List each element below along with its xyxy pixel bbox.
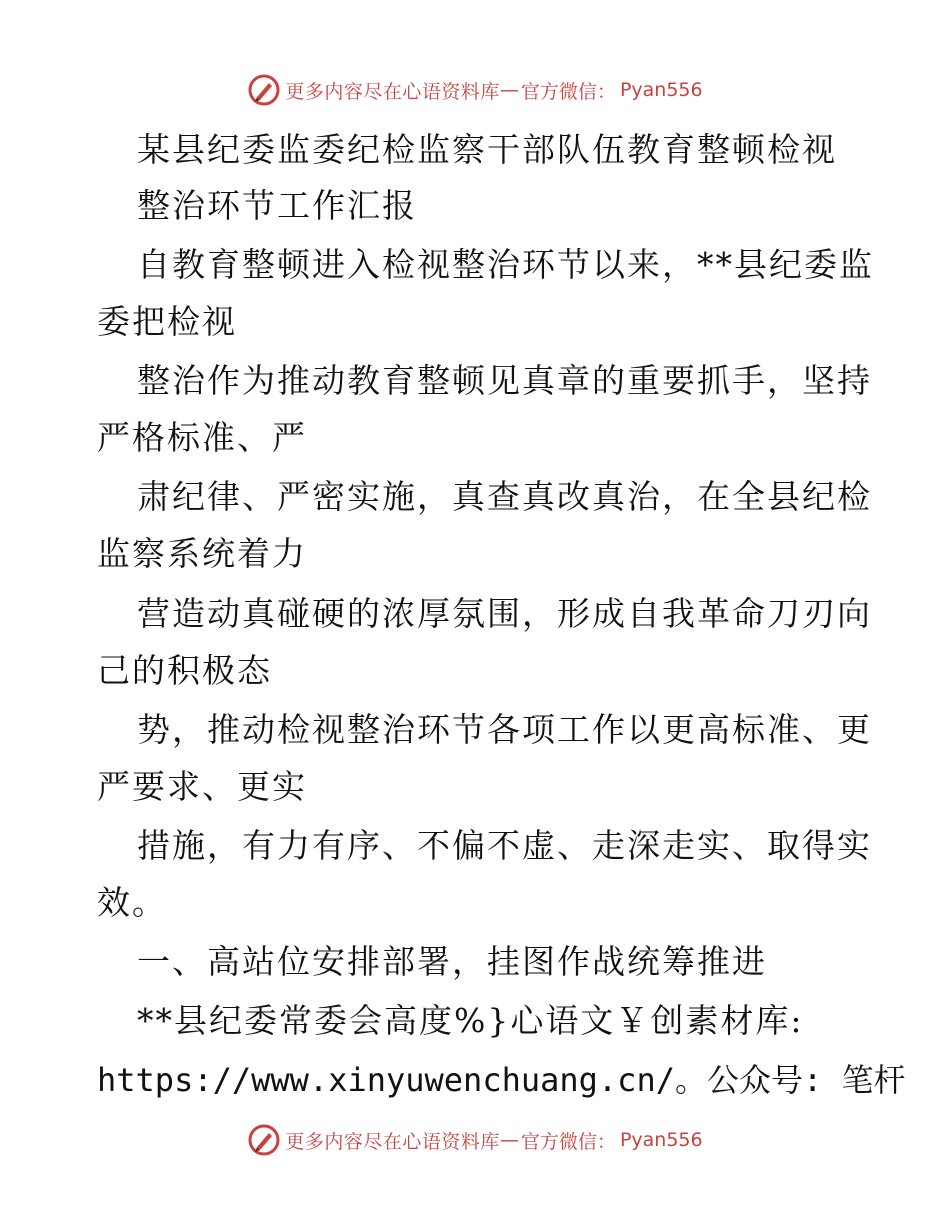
- watermark-id: Pyan556: [619, 79, 703, 101]
- doc-line: 措施，有力有序、不偏不虚、走深走实、取得实: [137, 826, 872, 865]
- watermark-dash: —: [499, 79, 519, 101]
- doc-line: 效。: [97, 883, 167, 922]
- doc-line: 监察系统着力: [97, 534, 307, 573]
- pen-logo-icon: [247, 1123, 281, 1157]
- header-watermark: [0, 70, 950, 110]
- doc-line: 委把检视: [97, 302, 237, 341]
- watermark-id: Pyan556: [619, 1129, 703, 1151]
- doc-line: 严格标准、严: [97, 418, 307, 457]
- doc-line: 整治作为推动教育整顿见真章的重要抓手，坚持: [137, 361, 872, 400]
- doc-line: **县纪委常委会高度%}心语文￥创素材库:: [137, 1001, 804, 1040]
- document-body: [97, 122, 906, 1112]
- doc-title-line-2: 整治环节工作汇报: [137, 186, 417, 225]
- doc-line: 自教育整顿进入检视整治环节以来，**县纪委监: [137, 245, 874, 284]
- watermark-text: 更多内容尽在心语资料库: [285, 80, 500, 103]
- watermark-dash: —: [499, 1129, 519, 1151]
- doc-line: 肃纪律、严密实施，真查真改真治，在全县纪检: [137, 477, 872, 516]
- doc-line: 势，推动检视整治环节各项工作以更高标准、更: [137, 710, 872, 749]
- watermark-text: 更多内容尽在心语资料库: [285, 1130, 500, 1153]
- footer-watermark: [0, 1120, 950, 1160]
- doc-line: 严要求、更实: [97, 767, 307, 806]
- watermark-label: 官方微信：: [520, 1130, 616, 1153]
- watermark-label: 官方微信：: [520, 80, 616, 103]
- pen-logo-icon: [247, 73, 281, 107]
- doc-url-line: https://www.xinyuwenchuang.cn/。公众号: 笔杆: [97, 1061, 906, 1099]
- doc-line: 营造动真碰硬的浓厚氛围，形成自我革命刀刃向: [137, 594, 872, 633]
- section-heading-1: 一、高站位安排部署，挂图作战统筹推进: [137, 942, 767, 981]
- doc-title-line-1: 某县纪委监委纪检监察干部队伍教育整顿检视: [137, 130, 837, 169]
- doc-line: 己的积极态: [97, 651, 272, 690]
